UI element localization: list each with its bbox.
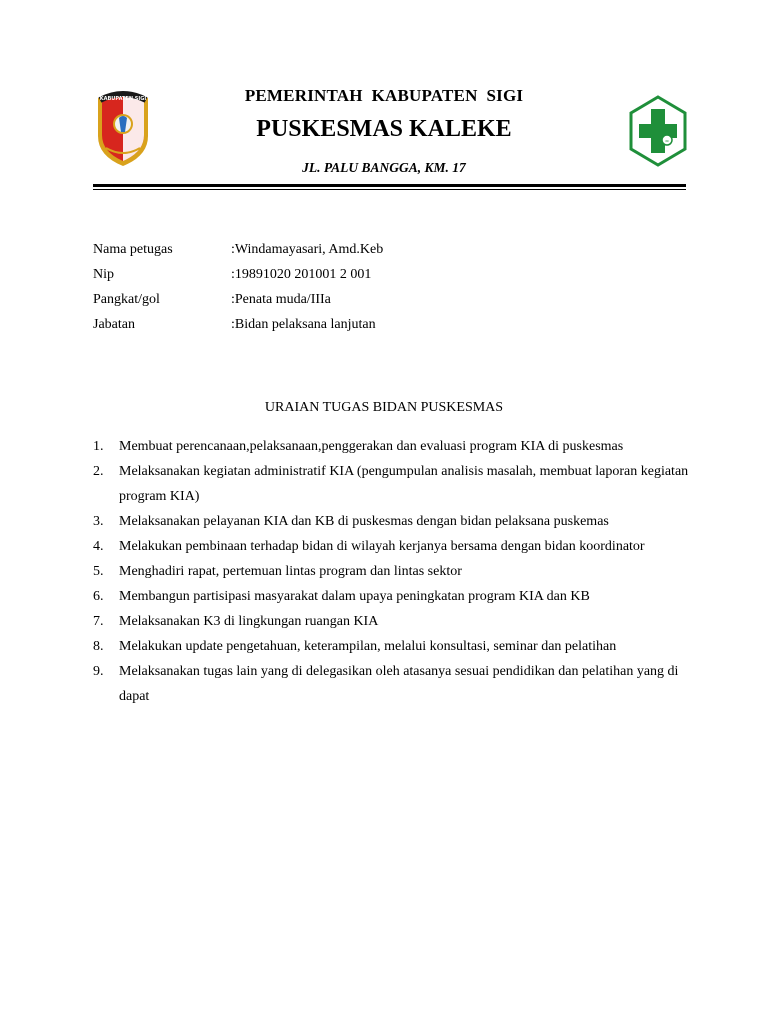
info-label: Nama petugas — [93, 242, 173, 257]
officer-info — [93, 242, 383, 342]
item-text: Melaksanakan kegiatan administratif KIA (pengumpulan analisis masalah, membuat laporan kegiatan program KIA) — [119, 464, 689, 504]
info-label: Jabatan — [93, 317, 135, 332]
info-row-name — [93, 242, 383, 267]
item-text: Melakukan pembinaan terhadap bidan di wilayah kerjanya bersama dengan bidan koordinator — [119, 539, 645, 554]
item-number: 9. — [93, 664, 104, 679]
header-divider-thick — [93, 184, 686, 187]
section-title: URAIAN TUGAS BIDAN PUSKESMAS — [264, 400, 504, 415]
list-item — [93, 609, 693, 634]
item-number: 4. — [93, 539, 104, 554]
institution-address: JL. PALU BANGGA, KM. 17 — [302, 160, 466, 175]
item-text: Melakukan update pengetahuan, keterampilan, melalui konsultasi, seminar dan pelatihan — [119, 639, 617, 654]
info-label: Nip — [93, 267, 114, 282]
info-value: :Penata muda/IIIa — [231, 292, 331, 307]
info-value: :Windamayasari, Amd.Keb — [231, 242, 384, 257]
item-number: 2. — [93, 464, 104, 479]
item-number: 6. — [93, 589, 104, 604]
item-text: Melaksanakan tugas lain yang di delegasikan oleh atasanya sesuai pendidikan dan pelatihan yang di dapat — [119, 664, 679, 704]
list-item — [93, 459, 693, 509]
item-number: 3. — [93, 514, 104, 529]
item-text: Membangun partisipasi masyarakat dalam upaya peningkatan program KIA dan KB — [119, 589, 590, 604]
info-label: Pangkat/gol — [93, 292, 160, 307]
list-item — [93, 584, 693, 609]
item-number: 7. — [93, 614, 104, 629]
government-name: PEMERINTAH KABUPATEN SIGI — [244, 86, 524, 105]
list-item — [93, 659, 693, 709]
item-number: 1. — [93, 439, 104, 454]
header-divider-thin — [93, 189, 686, 190]
item-number: 8. — [93, 639, 104, 654]
list-item — [93, 634, 693, 659]
info-row-rank — [93, 292, 383, 317]
item-text: Menghadiri rapat, pertemuan lintas program dan lintas sektor — [119, 564, 462, 579]
info-row-nip — [93, 267, 383, 292]
list-item — [93, 534, 693, 559]
info-value: :19891020 201001 2 001 — [231, 267, 372, 282]
item-text: Membuat perencanaan,pelaksanaan,penggerakan dan evaluasi program KIA di puskesmas — [119, 439, 624, 454]
duties-list — [93, 434, 693, 709]
info-value: :Bidan pelaksana lanjutan — [231, 317, 376, 332]
item-text: Melaksanakan pelayanan KIA dan KB di puskesmas dengan bidan pelaksana puskemas — [119, 514, 609, 529]
item-text: Melaksanakan K3 di lingkungan ruangan KIA — [119, 614, 379, 629]
list-item — [93, 559, 693, 584]
info-row-position — [93, 317, 383, 342]
item-number: 5. — [93, 564, 104, 579]
svg-text:KABUPATEN SIGI: KABUPATEN SIGI — [99, 96, 147, 102]
list-item — [93, 434, 693, 459]
institution-name: PUSKESMAS KALEKE — [256, 116, 512, 142]
svg-text:∞: ∞ — [664, 138, 670, 145]
list-item — [93, 509, 693, 534]
